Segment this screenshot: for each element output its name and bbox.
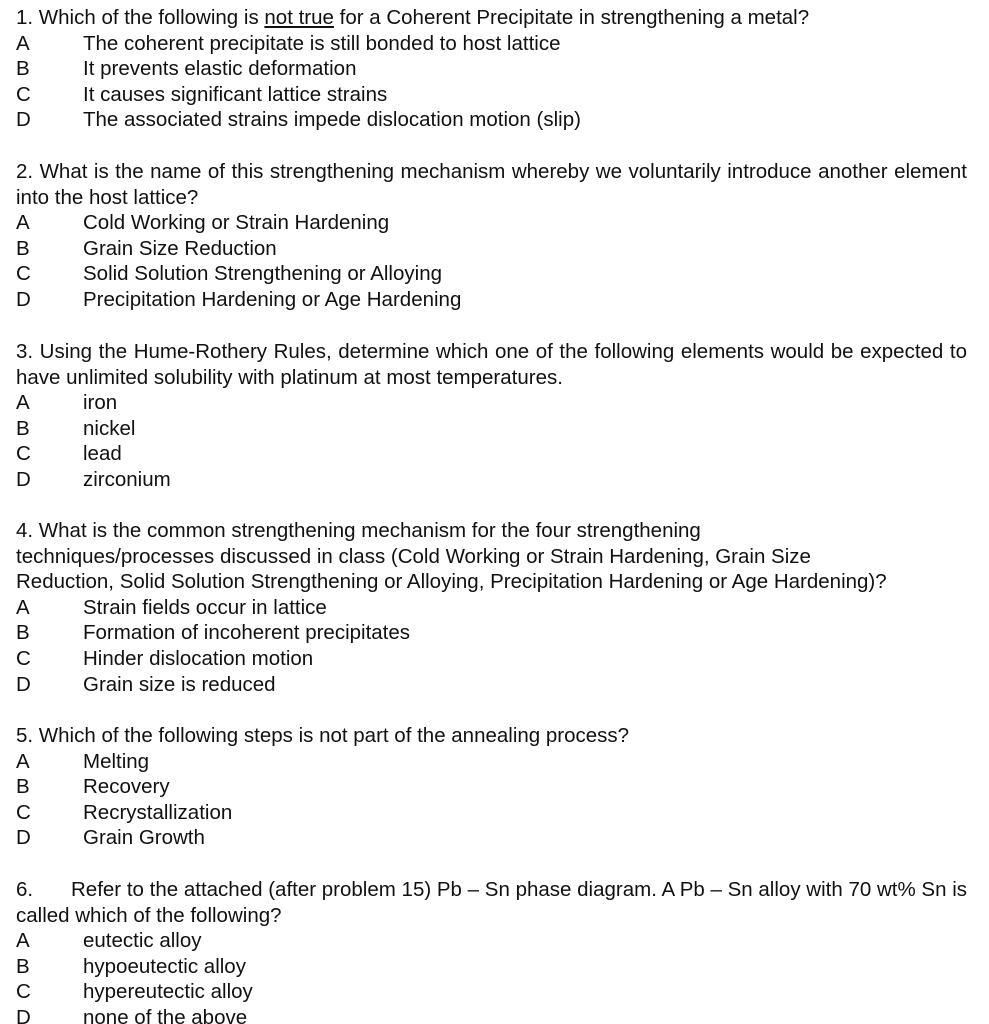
question-1-stem <box>16 5 967 31</box>
option-d <box>16 825 967 851</box>
option-letter: C <box>16 800 31 824</box>
option-c <box>16 441 967 467</box>
option-c <box>16 261 967 287</box>
question-4-stem-line: 4. What is the common strengthening mechanism for the four strengthening <box>16 519 701 542</box>
question-4-stem-line: techniques/processes discussed in class (Cold Working or Strain Hardening, Grain Size <box>16 544 811 568</box>
option-d <box>16 287 967 313</box>
option-letter: A <box>16 929 30 953</box>
option-d <box>16 107 967 133</box>
option-text: The associated strains impede dislocation motion (slip) <box>83 108 581 132</box>
option-b <box>16 620 967 646</box>
option-b <box>16 954 967 980</box>
option-letter: A <box>16 749 30 773</box>
option-text: Solid Solution Strengthening or Alloying <box>83 262 442 286</box>
option-letter: C <box>16 262 31 286</box>
option-text: lead <box>83 442 122 466</box>
option-text: Grain Growth <box>83 826 205 850</box>
option-letter: A <box>16 31 30 55</box>
option-letter: A <box>16 211 30 235</box>
option-letter: D <box>16 287 31 311</box>
option-text: Recrystallization <box>83 800 233 824</box>
option-letter: C <box>16 82 31 106</box>
option-letter: D <box>16 108 31 132</box>
option-d <box>16 467 967 493</box>
option-text: Cold Working or Strain Hardening <box>83 211 390 235</box>
option-d <box>16 1005 967 1024</box>
option-a <box>16 749 967 775</box>
option-letter: B <box>16 954 30 978</box>
option-text: hypoeutectic alloy <box>83 954 246 978</box>
option-text: It prevents elastic deformation <box>83 57 357 81</box>
stem-text: Refer to the attached (after problem 15) Pb – Sn phase diagram. A Pb – Sn alloy with 70 wt% Sn is called which of the following? <box>16 878 967 927</box>
option-letter: D <box>16 467 31 491</box>
option-letter: C <box>16 442 31 466</box>
stem-text: 1. Which of the following is <box>16 6 265 29</box>
option-letter: D <box>16 672 31 696</box>
question-5-stem: 5. Which of the following steps is not part of the annealing process? <box>16 724 630 747</box>
option-text: Recovery <box>83 775 170 799</box>
question-3 <box>16 339 967 493</box>
option-letter: B <box>16 236 30 260</box>
option-letter: B <box>16 57 30 81</box>
option-text: none of the above <box>83 1005 248 1024</box>
option-text: Grain Size Reduction <box>83 236 277 260</box>
option-text: iron <box>83 391 118 415</box>
option-letter: C <box>16 980 31 1004</box>
option-text: The coherent precipitate is still bonded to host lattice <box>83 31 561 55</box>
option-b <box>16 774 967 800</box>
option-text: hypereutectic alloy <box>83 980 253 1004</box>
option-letter: B <box>16 621 30 645</box>
question-4 <box>16 518 967 697</box>
question-5 <box>16 723 967 851</box>
question-number: 6. <box>16 878 34 901</box>
option-letter: B <box>16 775 30 799</box>
option-a <box>16 390 967 416</box>
option-text: Melting <box>83 749 150 773</box>
option-b <box>16 416 967 442</box>
option-a <box>16 595 967 621</box>
option-c <box>16 979 967 1005</box>
option-a <box>16 928 967 954</box>
option-letter: B <box>16 416 30 440</box>
option-c <box>16 82 967 108</box>
option-letter: C <box>16 646 31 670</box>
option-text: zirconium <box>83 467 171 491</box>
question-1 <box>16 5 967 133</box>
option-letter: A <box>16 391 30 415</box>
option-text: Formation of incoherent precipitates <box>83 621 411 645</box>
option-a <box>16 31 967 57</box>
option-text: eutectic alloy <box>83 929 202 953</box>
question-6 <box>16 877 967 1024</box>
question-4-stem-line: Reduction, Solid Solution Strengthening or Alloying, Precipitation Hardening or Age Hardening)? <box>16 570 887 594</box>
option-text: It causes significant lattice strains <box>83 82 388 106</box>
question-2 <box>16 159 967 313</box>
option-text: Strain fields occur in lattice <box>83 595 327 619</box>
option-letter: A <box>16 595 30 619</box>
option-c <box>16 800 967 826</box>
option-text: Precipitation Hardening or Age Hardening <box>83 287 462 311</box>
option-text: nickel <box>83 416 136 440</box>
option-text: Grain size is reduced <box>83 672 276 696</box>
option-b <box>16 236 967 262</box>
option-d <box>16 672 967 698</box>
option-a <box>16 210 967 236</box>
question-2-stem: 2. What is the name of this strengthening mechanism whereby we voluntarily introduce another element into the host lattice? <box>16 160 967 209</box>
option-c <box>16 646 967 672</box>
question-6-stem <box>16 877 967 928</box>
option-letter: D <box>16 1005 31 1024</box>
option-b <box>16 56 967 82</box>
stem-text: for a Coherent Precipitate in strengthening a metal? <box>333 6 810 29</box>
option-text: Hinder dislocation motion <box>83 646 314 670</box>
option-letter: D <box>16 826 31 850</box>
question-3-stem: 3. Using the Hume-Rothery Rules, determine which one of the following elements would be expected to have unlimited solubility with platinum at most temperatures. <box>16 340 967 389</box>
underlined-text: not true <box>264 6 334 29</box>
